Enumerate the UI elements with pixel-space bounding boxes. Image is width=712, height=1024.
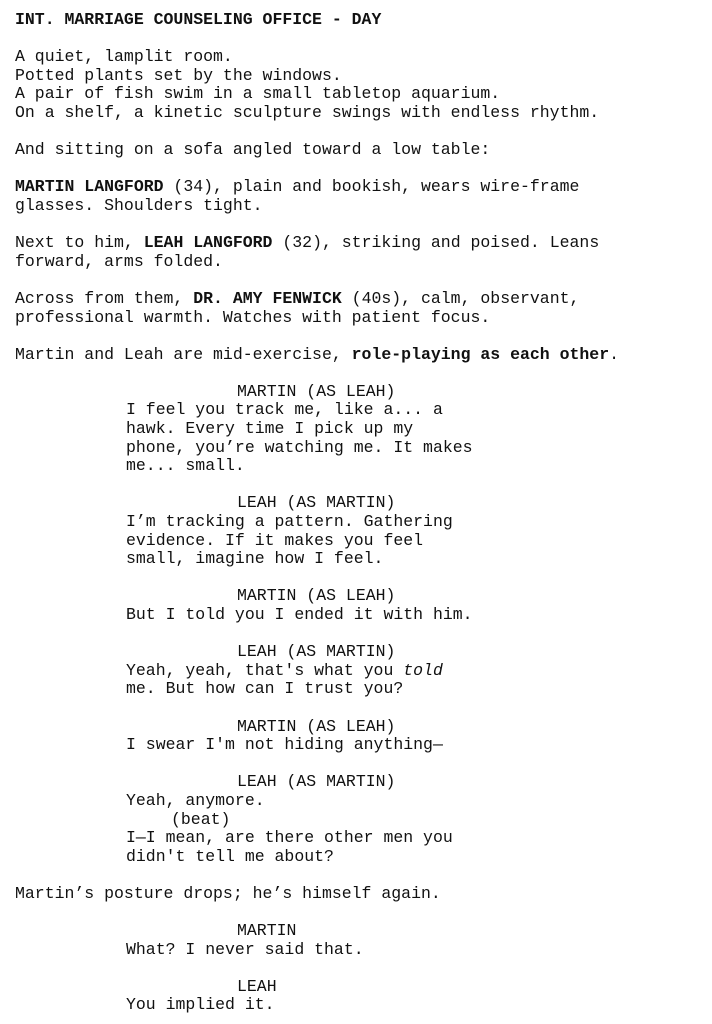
scene-heading: INT. MARRIAGE COUNSELING OFFICE - DAY xyxy=(15,10,382,29)
screenplay-page xyxy=(15,11,705,1015)
character-cue: MARTIN (AS LEAH) xyxy=(237,716,396,736)
leah-intro-line xyxy=(15,234,705,253)
character-cue: LEAH (AS MARTIN) xyxy=(237,772,396,792)
amy-intro-prefix: Across from them, xyxy=(15,288,194,308)
dialogue-line: But I told you I ended it with him. xyxy=(126,605,473,624)
martin-intro-line xyxy=(15,178,705,197)
dialogue-line: I’m tracking a pattern. Gathering xyxy=(126,512,453,532)
action-line: A pair of fish swim in a small tabletop aquarium. xyxy=(15,84,501,104)
dialogue-line: evidence. If it makes you feel xyxy=(126,530,424,550)
dialogue-line: I feel you track me, like a... a xyxy=(126,400,443,420)
dialogue-line: small, imagine how I feel. xyxy=(126,549,384,569)
character-cue: LEAH xyxy=(237,976,277,996)
exercise-emphasis: role-playing as each other xyxy=(351,344,610,364)
character-cue: MARTIN (AS LEAH) xyxy=(237,586,396,606)
character-cue: MARTIN xyxy=(237,921,297,941)
martin-intro-line-2: glasses. Shoulders tight. xyxy=(15,195,263,215)
action-line: A quiet, lamplit room. xyxy=(15,47,233,67)
character-name-leah: LEAH LANGFORD xyxy=(143,233,273,253)
character-cue: LEAH (AS MARTIN) xyxy=(237,493,396,513)
character-cue: MARTIN (AS LEAH) xyxy=(237,381,396,401)
dialogue-line: hawk. Every time I pick up my xyxy=(126,419,414,439)
dialogue-line: I—I mean, are there other men you xyxy=(126,828,453,848)
action-line: And sitting on a sofa angled toward a low table: xyxy=(15,140,491,160)
leah-description: (32), striking and poised. Leans xyxy=(272,233,600,253)
dialogue-line: didn't tell me about? xyxy=(126,846,334,866)
dialogue-line: What? I never said that. xyxy=(126,939,364,959)
exercise-suffix: . xyxy=(609,344,620,364)
dialogue-line: You implied it. xyxy=(126,995,275,1015)
dialogue-text: Yeah, yeah, that's what you xyxy=(126,660,404,680)
exercise-prefix: Martin and Leah are mid-exercise, xyxy=(15,344,352,364)
dialogue-line: I swear I'm not hiding anything— xyxy=(126,735,443,755)
parenthetical: (beat) xyxy=(171,809,231,829)
dialogue-line: me. But how can I trust you? xyxy=(126,679,404,699)
character-name-amy: DR. AMY FENWICK xyxy=(193,288,342,308)
action-line: On a shelf, a kinetic sculpture swings with endless rhythm. xyxy=(15,102,600,122)
dialogue-line xyxy=(15,662,705,681)
leah-intro-line-2: forward, arms folded. xyxy=(15,251,223,271)
leah-intro-prefix: Next to him, xyxy=(15,233,144,253)
character-name-martin: MARTIN LANGFORD xyxy=(15,177,164,197)
amy-description: (40s), calm, observant, xyxy=(341,288,580,308)
dialogue-emphasis: told xyxy=(403,660,443,680)
martin-description: (34), plain and bookish, wears wire-frame xyxy=(163,177,580,197)
action-line: Potted plants set by the windows. xyxy=(15,65,342,85)
amy-intro-line-2: professional warmth. Watches with patient focus. xyxy=(15,307,491,327)
dialogue-line: Yeah, anymore. xyxy=(126,790,265,810)
exercise-line xyxy=(15,346,705,365)
character-cue: LEAH (AS MARTIN) xyxy=(237,642,396,662)
action-line: Martin’s posture drops; he’s himself again. xyxy=(15,883,441,903)
dialogue-line: me... small. xyxy=(126,456,245,476)
amy-intro-line xyxy=(15,290,705,309)
dialogue-line: phone, you’re watching me. It makes xyxy=(126,437,473,457)
